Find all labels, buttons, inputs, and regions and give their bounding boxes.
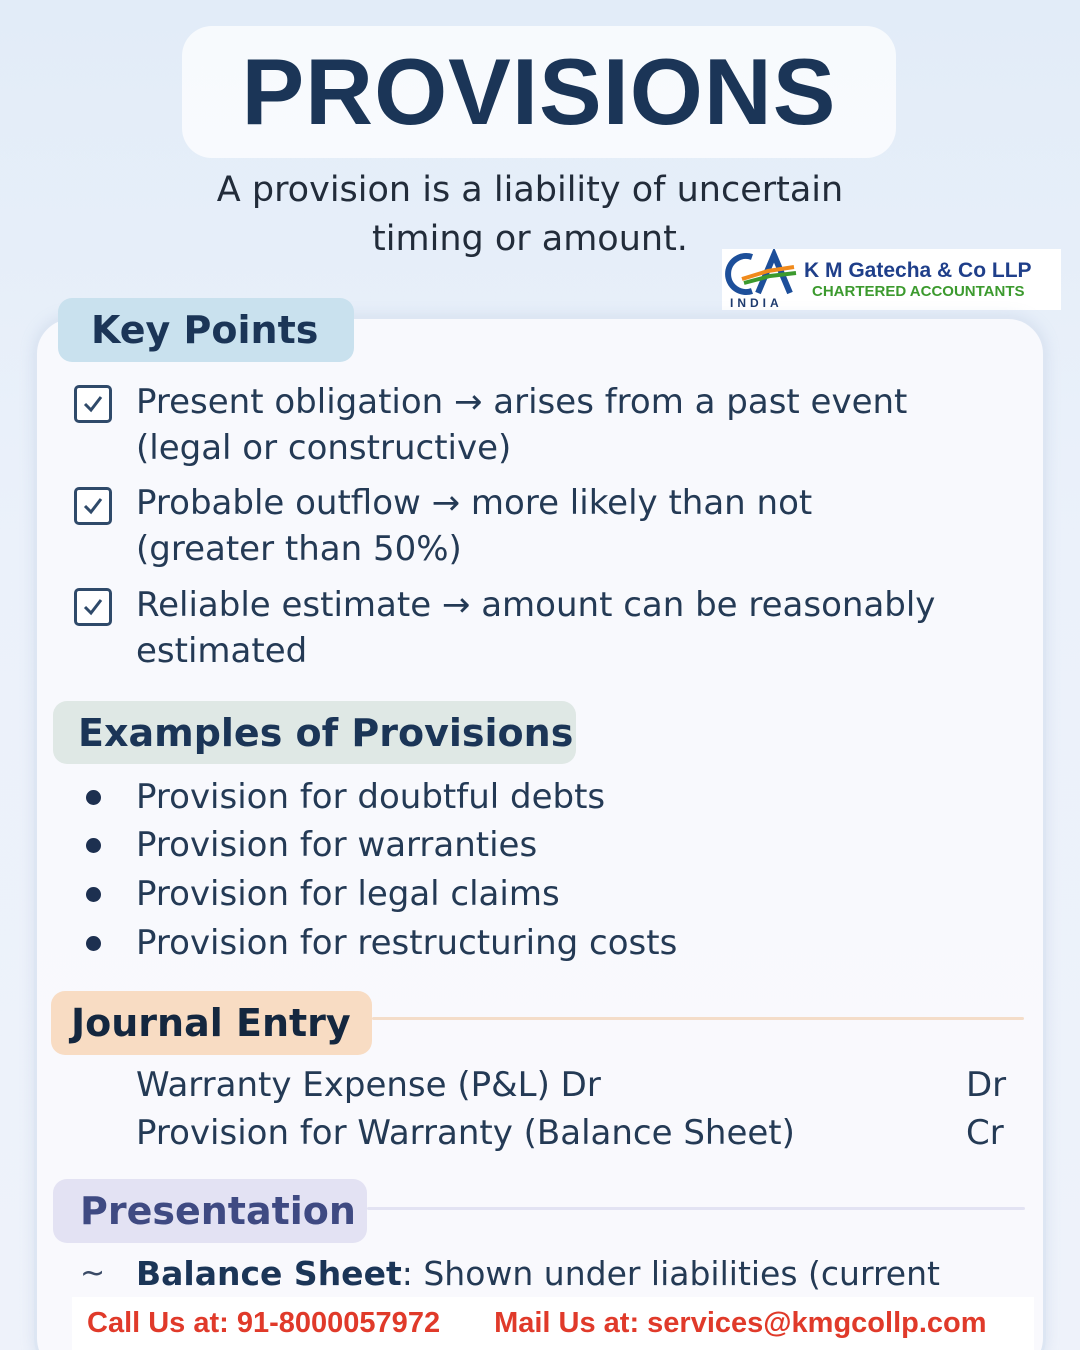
key-point-item bbox=[136, 582, 996, 674]
example-item: Provision for warranties bbox=[136, 825, 538, 865]
key-point-line: estimated bbox=[136, 631, 308, 671]
mail-us-link[interactable]: Mail Us at: services@kmgcollp.com bbox=[494, 1307, 987, 1339]
firm-name: K M Gatecha & Co LLP bbox=[804, 258, 1032, 282]
key-point-item bbox=[136, 480, 996, 572]
subtitle-line-2: timing or amount. bbox=[372, 219, 688, 259]
checkbox-icon bbox=[74, 588, 112, 626]
bullet-icon bbox=[86, 936, 101, 951]
key-point-line: Reliable estimate → amount can be reasonably bbox=[136, 585, 936, 625]
logo-country: INDIA bbox=[730, 296, 783, 310]
firm-logo bbox=[722, 249, 1061, 310]
ca-logo-icon bbox=[722, 249, 802, 299]
journal-account: Warranty Expense (P&L) Dr bbox=[136, 1065, 601, 1105]
example-item: Provision for restructuring costs bbox=[136, 923, 678, 963]
journal-side: Cr bbox=[966, 1113, 1004, 1153]
presentation-item bbox=[136, 1251, 940, 1297]
call-us-link[interactable]: Call Us at: 91-8000057972 bbox=[87, 1307, 441, 1339]
example-item: Provision for doubtful debts bbox=[136, 777, 606, 817]
logo-text bbox=[804, 259, 1032, 301]
key-point-line: Probable outflow → more likely than not bbox=[136, 483, 813, 523]
presentation-item-label: Balance Sheet bbox=[136, 1254, 402, 1293]
key-point-line: (legal or constructive) bbox=[136, 428, 512, 468]
presentation-item-text: : Shown under liabilities (current bbox=[401, 1254, 940, 1293]
examples-heading: Examples of Provisions bbox=[53, 701, 576, 764]
page-title: PROVISIONS bbox=[241, 39, 837, 144]
bullet-icon bbox=[86, 838, 101, 853]
section-divider bbox=[372, 1017, 1024, 1020]
key-point-line: Present obligation → arises from a past event bbox=[136, 382, 908, 422]
journal-account: Provision for Warranty (Balance Sheet) bbox=[136, 1113, 795, 1153]
journal-entry-heading: Journal Entry bbox=[51, 991, 372, 1055]
section-divider bbox=[367, 1207, 1025, 1210]
checkbox-icon bbox=[74, 487, 112, 525]
key-point-line: (greater than 50%) bbox=[136, 529, 462, 569]
key-point-item bbox=[136, 379, 996, 471]
title-box bbox=[182, 26, 896, 158]
checkbox-icon bbox=[74, 385, 112, 423]
journal-side: Dr bbox=[966, 1065, 1007, 1105]
key-points-heading: Key Points bbox=[58, 298, 354, 362]
presentation-heading: Presentation bbox=[53, 1179, 367, 1243]
ca-india-logo-mark bbox=[722, 249, 802, 310]
tilde-bullet-icon: ~ bbox=[80, 1256, 106, 1291]
contact-footer bbox=[72, 1297, 1034, 1350]
example-item: Provision for legal claims bbox=[136, 874, 560, 914]
firm-tagline: CHARTERED ACCOUNTANTS bbox=[812, 282, 1025, 300]
bullet-icon bbox=[86, 790, 101, 805]
bullet-icon bbox=[86, 887, 101, 902]
subtitle-line-1: A provision is a liability of uncertain bbox=[216, 170, 844, 210]
